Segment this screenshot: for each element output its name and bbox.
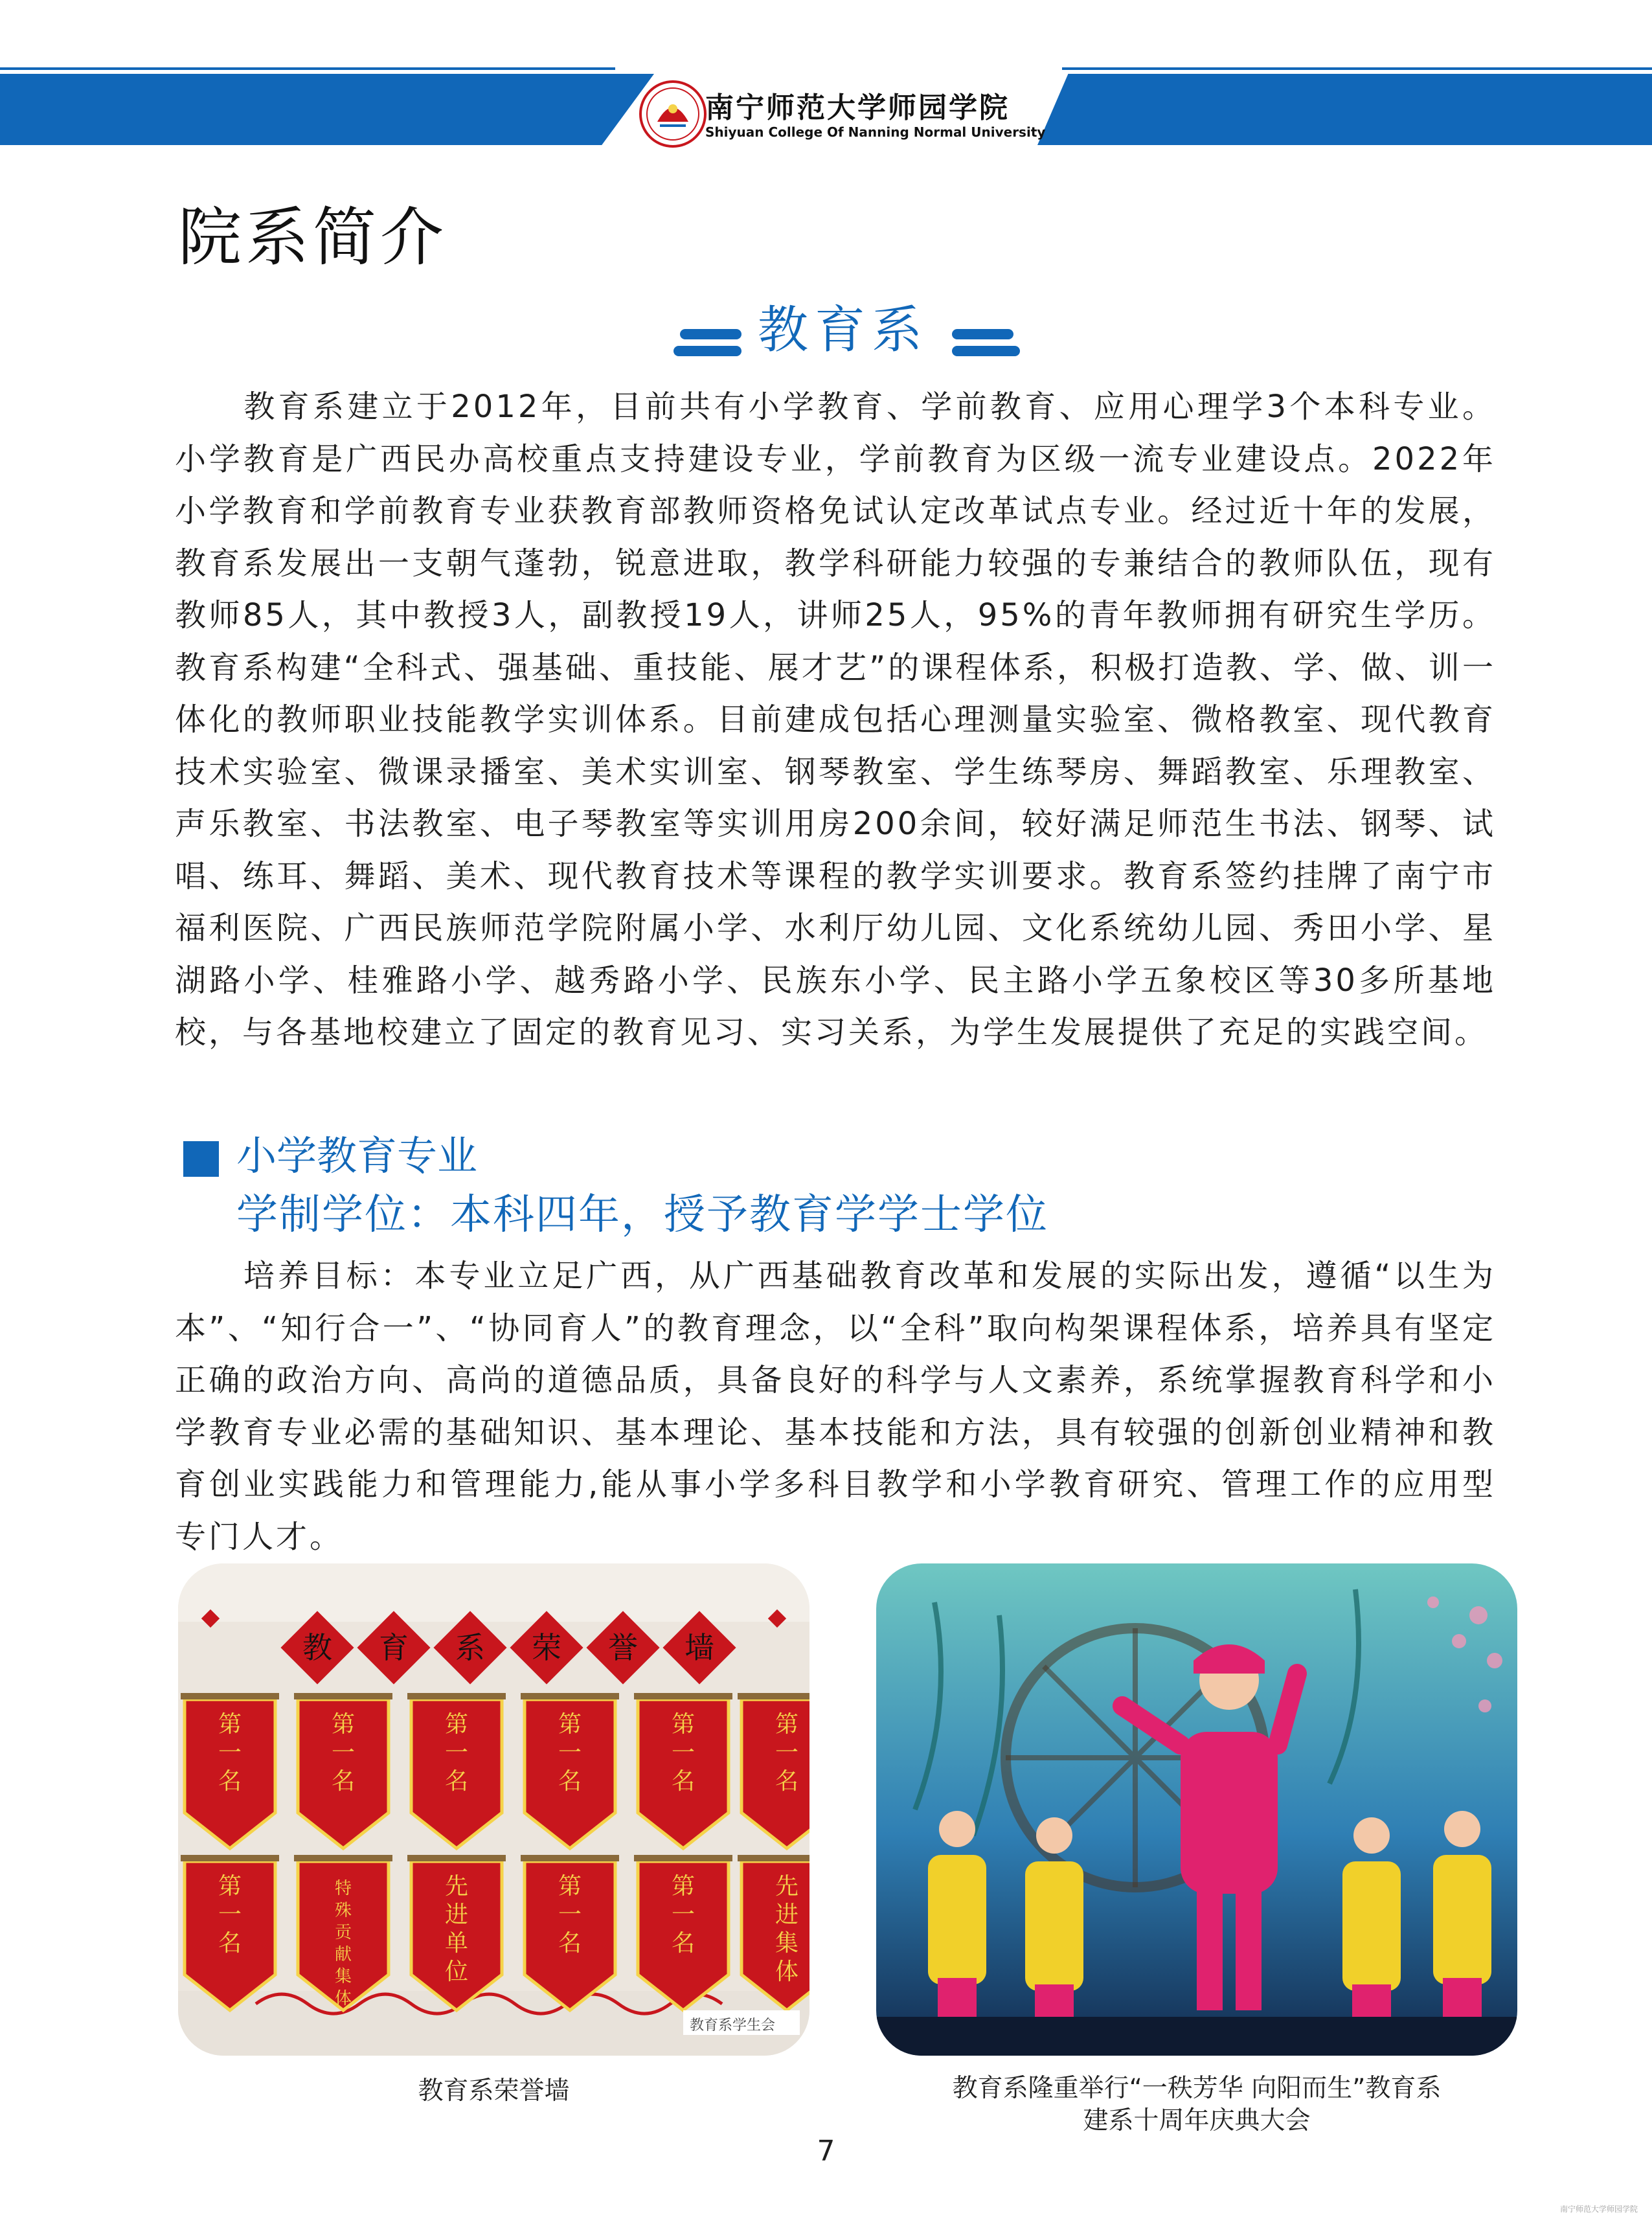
pennant-text: 名 xyxy=(558,1768,582,1795)
pennant-rod xyxy=(181,1855,279,1861)
pennant-text: 一 xyxy=(218,1902,242,1928)
pennant-rod xyxy=(738,1855,809,1861)
heading-pill-right-bottom xyxy=(952,346,1020,356)
anniversary-performance-photo xyxy=(876,1563,1517,2056)
major-title: 小学教育专业 xyxy=(236,1132,478,1179)
pennant-rod xyxy=(738,1693,809,1699)
header-band-right xyxy=(1037,74,1652,145)
department-title: 教育系 xyxy=(758,301,929,359)
pennant-text: 第 xyxy=(218,1711,242,1738)
photo-caption-performance xyxy=(876,2073,1517,2137)
pennant-text: 名 xyxy=(331,1768,356,1795)
pennant-text: 第 xyxy=(558,1873,582,1900)
pennant-text: 先 xyxy=(444,1873,469,1900)
banner-char: 系 xyxy=(455,1630,485,1665)
pennant-text: 献 xyxy=(334,1945,352,1964)
pennant-text: 一 xyxy=(331,1740,356,1766)
pennant-text: 体 xyxy=(334,1989,352,2008)
pennant-text: 一 xyxy=(218,1740,242,1766)
page-title: 院系简介 xyxy=(178,201,448,275)
pennant-rod xyxy=(294,1693,392,1699)
banner-char: 荣 xyxy=(532,1630,561,1665)
major-degree: 学制学位：本科四年，授予教育学学士学位 xyxy=(236,1191,1048,1239)
photo-caption-honor-wall: 教育系荣誉墙 xyxy=(418,2076,570,2106)
pennant-rod xyxy=(407,1693,506,1699)
pennant-text: 位 xyxy=(444,1959,469,1985)
header-band-left xyxy=(0,74,654,145)
banner-char: 教 xyxy=(302,1630,332,1665)
performance-illustration xyxy=(876,1563,1517,2056)
pennant-text: 集 xyxy=(775,1930,799,1957)
pennant-text: 进 xyxy=(775,1902,799,1928)
banner-char: 誉 xyxy=(608,1630,638,1665)
pennant-text: 进 xyxy=(444,1902,469,1928)
pennant-rod xyxy=(521,1693,619,1699)
pennant-text: 特 xyxy=(334,1879,352,1898)
pennant-text: 名 xyxy=(671,1768,696,1795)
pennant-text: 名 xyxy=(775,1768,799,1795)
pennant-text: 第 xyxy=(444,1711,469,1738)
pennant-text: 贡 xyxy=(334,1923,352,1942)
pennant-text: 第 xyxy=(775,1711,799,1738)
department-intro xyxy=(175,381,1496,1059)
pennant-rod xyxy=(521,1855,619,1861)
pennant-text: 一 xyxy=(775,1740,799,1766)
pennant-text: 第 xyxy=(218,1873,242,1900)
pennant-rod xyxy=(634,1855,732,1861)
heading-pill-left-bottom xyxy=(673,346,741,356)
pennant-text: 名 xyxy=(218,1768,242,1795)
department-intro-text: 教育系建立于2012年，目前共有小学教育、学前教育、应用心理学3个本科专业。小学教育是广西民办高校重点支持建设专业，学前教育为区级一流专业建设点。2022年小学教育和学前教育专业获教育部教师资格免试认定改革试点专业。经过近十年的发展，教育系发展出一支朝气蓬勃，锐意进取，教学科研能力较强的专兼结合的教师队伍，现有教师85人，其中教授3人，副教授19人，讲师25人，95%的青年教师拥有研究生学历。教育系构建“全科式、强基础、重技能、展才艺”的课程体系，积极打造教、学、做、训一体化的教师职业技能教学实训体系。目前建成包括心理测量实验室、微格教室、现代教育技术实验室、微课录播室、美术实训室、钢琴教室、学生练琴房、舞蹈教室、乐理教室、声乐教室、书法教室、电子琴教室等实训用房200余间，较好满足师范生书法、钢琴、试唱、练耳、舞蹈、美术、现代教育技术等课程的教学实训要求。教育系签约挂牌了南宁市福利医院、广西民族师范学院附属小学、水利厅幼儿园、文化系统幼儿园、秀田小学、星湖路小学、桂雅路小学、越秀路小学、民族东小学、民主路小学五象校区等30多所基地校，与各基地校建立了固定的教育见习、实习关系，为学生发展提供了充足的实践空间。 xyxy=(175,389,1496,1051)
pennant-text: 第 xyxy=(331,1711,356,1738)
heading-pill-left-top xyxy=(680,329,741,339)
pennant-text: 集 xyxy=(334,1967,352,1986)
honor-wall-corner-label: 教育系学生会 xyxy=(690,2017,776,2034)
footer-watermark: 南宁师范大学师园学院 xyxy=(1559,2205,1638,2214)
pennant-text: 一 xyxy=(671,1740,696,1766)
pennant-text: 第 xyxy=(671,1873,696,1900)
section-marker-icon xyxy=(183,1141,219,1177)
page-number: 7 xyxy=(817,2135,835,2168)
pennant-text: 名 xyxy=(671,1930,696,1957)
header-hairline-left xyxy=(0,67,615,70)
department-heading xyxy=(673,298,1023,369)
pennant-text: 先 xyxy=(775,1873,799,1900)
pennant-text: 一 xyxy=(558,1902,582,1928)
school-name-cn: 南宁师范大学师园学院 xyxy=(705,91,1010,124)
pennant-text: 名 xyxy=(218,1930,242,1957)
honor-wall-illustration xyxy=(178,1563,809,2056)
pennant-text: 一 xyxy=(444,1740,469,1766)
major-goal-text: 培养目标：本专业立足广西，从广西基础教育改革和发展的实际出发，遵循“以生为本”、“知行合一”、“协同育人”的教育理念，以“全科”取向构架课程体系，培养具有坚定正确的政治方向、高尚的道德品质，具备良好的科学与人文素养，系统掌握教育科学和小学教育专业必需的基础知识、基本理论、基本技能和方法，具有较强的创新创业精神和教育创业实践能力和管理能力,能从事小学多科目教学和小学教育研究、管理工作的应用型专门人才。 xyxy=(175,1258,1496,1555)
major-goal xyxy=(175,1250,1496,1563)
pennant-rod xyxy=(407,1855,506,1861)
header-hairline-right xyxy=(1062,67,1652,70)
pennant-text: 名 xyxy=(558,1930,582,1957)
pennant-text: 名 xyxy=(444,1768,469,1795)
photo-caption-performance-line1: 教育系隆重举行“一秩芳华 向阳而生”教育系 xyxy=(952,2074,1442,2103)
banner-char: 墙 xyxy=(685,1630,714,1665)
pennant-text: 体 xyxy=(775,1959,799,1985)
pennant-text: 第 xyxy=(671,1711,696,1738)
school-name-en: Shiyuan College Of Nanning Normal University xyxy=(705,124,1046,140)
honor-wall-photo xyxy=(178,1563,809,2056)
pennant-text: 一 xyxy=(558,1740,582,1766)
photo-caption-performance-line2: 建系十周年庆典大会 xyxy=(1083,2106,1311,2135)
pennant-rod xyxy=(634,1693,732,1699)
pennant-text: 第 xyxy=(558,1711,582,1738)
banner-char: 育 xyxy=(379,1630,409,1665)
school-logo-block xyxy=(638,79,1046,152)
pennant-rod xyxy=(181,1693,279,1699)
school-emblem-icon xyxy=(638,79,708,149)
pennant-text: 单 xyxy=(444,1930,469,1957)
pennant-text: 一 xyxy=(671,1902,696,1928)
heading-pill-right-top xyxy=(952,329,1013,339)
pennant-rod xyxy=(294,1855,392,1861)
pennant-text: 殊 xyxy=(334,1901,352,1920)
